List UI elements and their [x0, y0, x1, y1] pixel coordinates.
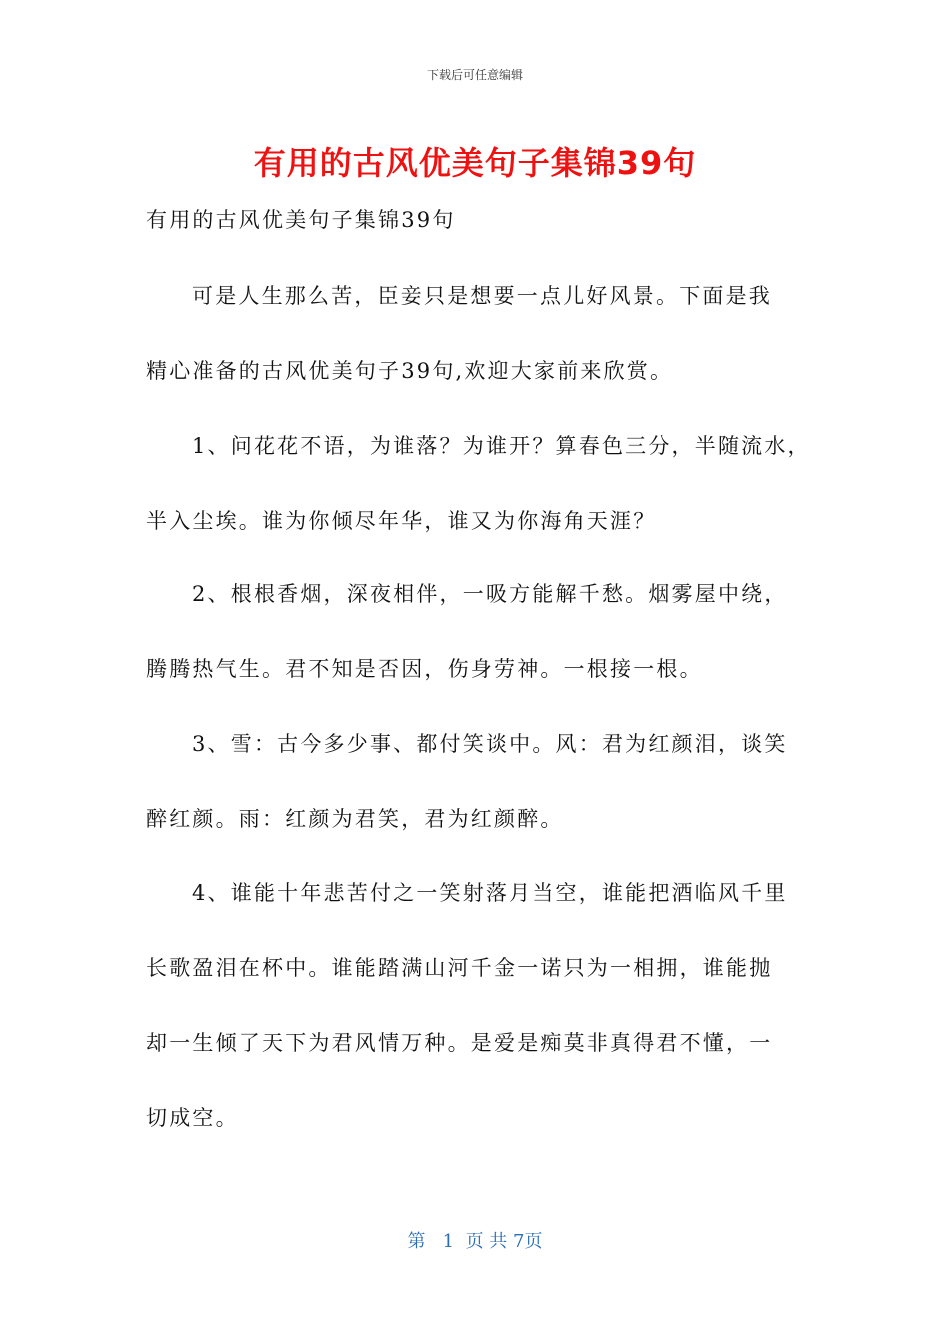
paragraph-line: 2、根根香烟，深夜相伴，一吸方能解千愁。烟雾屋中绕， — [192, 582, 788, 606]
paragraph-line: 却一生倾了天下为君风情万种。是爱是痴莫非真得君不懂，一 — [146, 1031, 773, 1055]
paragraph-line: 3、雪：古今多少事、都付笑谈中。风：君为红颜泪，谈笑 — [192, 732, 788, 756]
paragraph-line: 醉红颜。雨：红颜为君笑，君为红颜醉。 — [146, 807, 564, 831]
current-page-number: 1 — [442, 1231, 455, 1252]
page-header-note: 下载后可任意编辑 — [426, 68, 523, 82]
paragraph-line: 可是人生那么苦，臣妾只是想要一点儿好风景。下面是我 — [192, 284, 772, 308]
page-label-suffix: 页 — [524, 1231, 543, 1252]
page-label-prefix: 第 — [407, 1231, 426, 1252]
paragraph-line: 半入尘埃。谁为你倾尽年华，谁又为你海角天涯？ — [146, 509, 657, 533]
paragraph-line: 切成空。 — [146, 1106, 239, 1130]
paragraph-line: 1、问花花不语，为谁落？为谁开？算春色三分，半随流水， — [192, 434, 811, 458]
paragraph-line: 腾腾热气生。君不知是否因，伤身劳神。一根接一根。 — [146, 657, 703, 681]
page-label-mid: 页 共 — [465, 1231, 508, 1252]
paragraph-line: 长歌盈泪在杯中。谁能踏满山河千金一诺只为一相拥，谁能抛 — [146, 956, 773, 980]
paragraph-line: 精心准备的古风优美句子39句,欢迎大家前来欣赏。 — [146, 359, 674, 383]
page-number-footer — [0, 1227, 950, 1253]
subtitle-line: 有用的古风优美句子集锦39句 — [146, 208, 456, 232]
paragraph-line: 4、谁能十年悲苦付之一笑射落月当空，谁能把酒临风千里 — [192, 881, 788, 905]
document-title: 有用的古风优美句子集锦39句 — [253, 144, 697, 182]
total-pages-number: 7 — [513, 1231, 525, 1252]
